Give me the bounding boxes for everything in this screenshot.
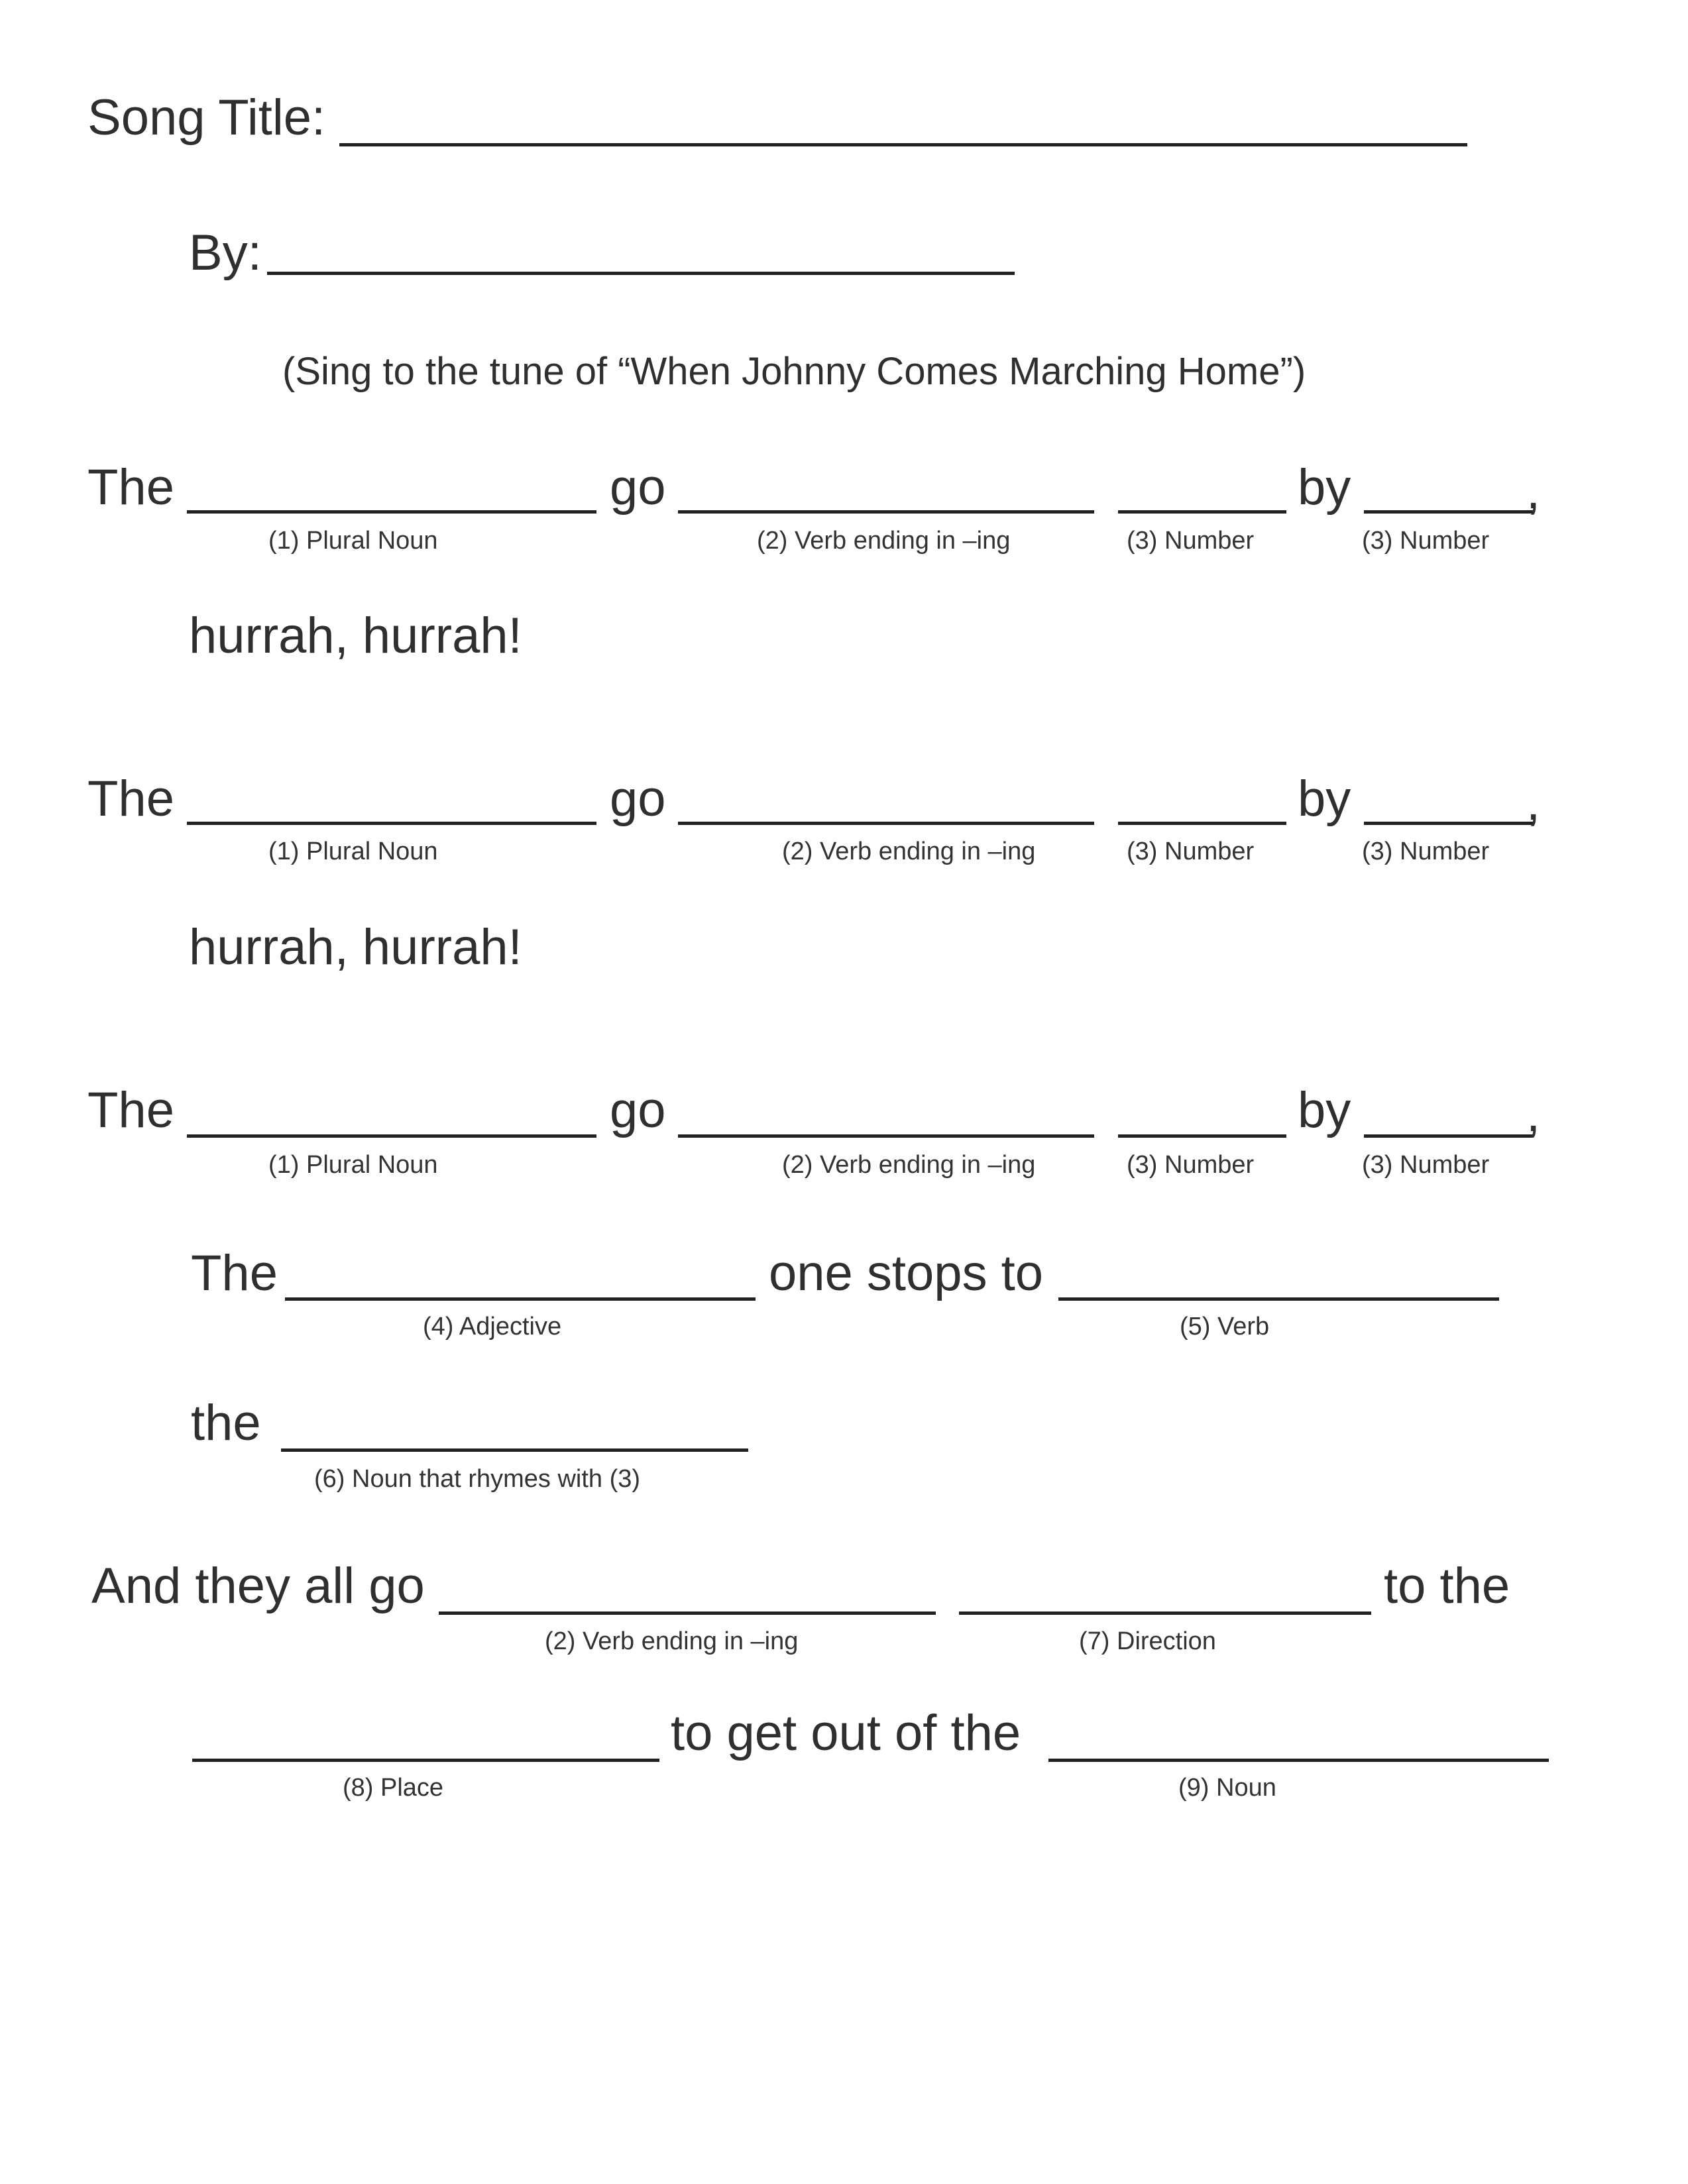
label-number: (3) Number: [1362, 1151, 1490, 1179]
label-number: (3) Number: [1127, 1151, 1255, 1179]
blank-1-plural-noun[interactable]: [187, 510, 596, 514]
word-the: The: [191, 1245, 278, 1301]
blank-9-noun[interactable]: [1048, 1759, 1549, 1762]
word-go: go: [610, 1082, 666, 1138]
word-by: by: [1298, 1082, 1351, 1138]
blank-4-adjective[interactable]: [285, 1297, 756, 1301]
blank-8-place[interactable]: [192, 1759, 659, 1762]
hurrah-line-2: hurrah, hurrah!: [189, 919, 522, 975]
blank-6-rhyming-noun[interactable]: [281, 1448, 748, 1452]
label-verb-ing: (2) Verb ending in –ing: [782, 1151, 1036, 1179]
word-to-the: to the: [1384, 1558, 1510, 1614]
word-the: The: [87, 459, 174, 516]
word-go: go: [610, 771, 666, 827]
word-the: The: [87, 1082, 174, 1138]
label-noun: (9) Noun: [1178, 1774, 1276, 1802]
label-plural-noun: (1) Plural Noun: [268, 527, 438, 555]
word-by: by: [1298, 459, 1351, 516]
blank-2-verb-ing[interactable]: [678, 1134, 1094, 1138]
label-number: (3) Number: [1127, 527, 1255, 555]
hurrah-line-1: hurrah, hurrah!: [189, 608, 522, 664]
label-plural-noun: (1) Plural Noun: [268, 1151, 438, 1179]
label-plural-noun: (1) Plural Noun: [268, 838, 438, 865]
author-blank[interactable]: [267, 272, 1015, 275]
word-one-stops-to: one stops to: [769, 1245, 1044, 1301]
label-verb-ing: (2) Verb ending in –ing: [782, 838, 1036, 865]
comma: ,: [1526, 1086, 1541, 1142]
comma: ,: [1526, 463, 1541, 519]
word-go: go: [610, 459, 666, 516]
blank-3-number[interactable]: [1118, 1134, 1286, 1138]
word-the-lower: the: [191, 1395, 261, 1451]
blank-1-plural-noun[interactable]: [187, 822, 596, 825]
comma: ,: [1526, 775, 1541, 831]
blank-2-verb-ing[interactable]: [678, 822, 1094, 825]
blank-2-verb-ing[interactable]: [678, 510, 1094, 514]
label-noun-rhymes: (6) Noun that rhymes with (3): [314, 1465, 641, 1493]
blank-1-plural-noun[interactable]: [187, 1134, 596, 1138]
word-the: The: [87, 771, 174, 827]
label-direction: (7) Direction: [1079, 1627, 1216, 1655]
word-by: by: [1298, 771, 1351, 827]
blank-3-number[interactable]: [1364, 1134, 1533, 1138]
by-label: By:: [189, 225, 262, 281]
label-number: (3) Number: [1127, 838, 1255, 865]
blank-3-number[interactable]: [1118, 822, 1286, 825]
blank-3-number[interactable]: [1364, 822, 1533, 825]
label-number: (3) Number: [1362, 527, 1490, 555]
blank-3-number[interactable]: [1118, 510, 1286, 514]
label-verb-ing: (2) Verb ending in –ing: [545, 1627, 799, 1655]
label-place: (8) Place: [343, 1774, 444, 1802]
label-verb: (5) Verb: [1180, 1313, 1270, 1340]
blank-2-verb-ing[interactable]: [439, 1611, 936, 1615]
label-adjective: (4) Adjective: [423, 1313, 562, 1340]
label-number: (3) Number: [1362, 838, 1490, 865]
tune-note: (Sing to the tune of “When Johnny Comes Marching Home”): [282, 350, 1306, 393]
label-verb-ing: (2) Verb ending in –ing: [757, 527, 1011, 555]
blank-7-direction[interactable]: [959, 1611, 1371, 1615]
word-to-get-out-of-the: to get out of the: [671, 1705, 1021, 1761]
blank-3-number[interactable]: [1364, 510, 1533, 514]
word-and-they-all-go: And they all go: [91, 1558, 425, 1614]
song-title-blank[interactable]: [339, 143, 1467, 146]
blank-5-verb[interactable]: [1058, 1297, 1499, 1301]
song-title-label: Song Title:: [87, 89, 326, 146]
